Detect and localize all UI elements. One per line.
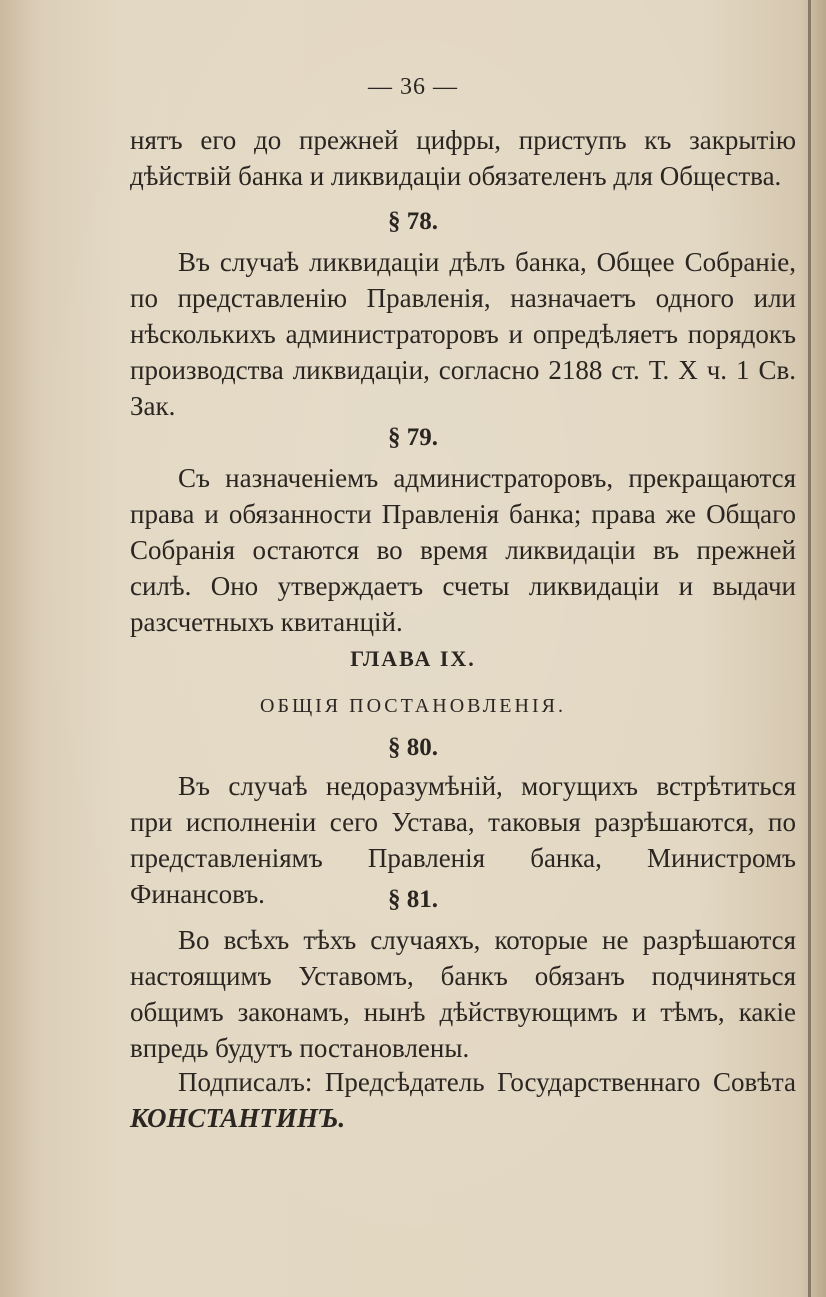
section-78-heading: § 78.: [388, 208, 438, 235]
section-79-text: [130, 460, 796, 640]
section-80-body: Въ случаѣ недоразумѣній, могущихъ встрѣтиться при исполненіи сего Устава, таковыя разрѣшаются, по представленіямъ Правленія банка, Министромъ Финансовъ.: [130, 771, 796, 909]
section-79-heading: § 79.: [388, 424, 438, 451]
chapter-title: ГЛАВА IX.: [350, 646, 476, 671]
signature-block: [130, 1064, 796, 1136]
section-78-text: [130, 244, 796, 424]
section-79-body: Съ назначеніемъ администраторовъ, прекращаются права и обязанности Правленія банка; права же Общаго Собранія остаются во время ликвидаціи въ прежней силѣ. Оно утверждаетъ счеты ликвидаціи и выдачи разсчетныхъ квитанцій.: [130, 463, 796, 637]
page-number: — 36 —: [368, 74, 458, 100]
signature-name: КОНСТАНТИНЪ.: [130, 1103, 346, 1133]
section-80-heading: § 80.: [388, 734, 438, 761]
section-81-body: Во всѣхъ тѣхъ случаяхъ, которые не разрѣшаются настоящимъ Уставомъ, банкъ обязанъ подчиняться общимъ законамъ, нынѣ дѣйствующимъ и тѣмъ, какіе впредь будутъ постановлены.: [130, 925, 796, 1063]
section-81-heading: § 81.: [388, 886, 438, 913]
section-81-text: [130, 922, 796, 1066]
chapter-subtitle: ОБЩІЯ ПОСТАНОВЛЕНІЯ.: [260, 695, 566, 717]
signature-text: Подписалъ: Предсѣдатель Государственнаго Совѣта: [178, 1067, 796, 1097]
section-78-body: Въ случаѣ ликвидаціи дѣлъ банка, Общее Собраніе, по представленію Правленія, назначаетъ одного или нѣсколькихъ администраторовъ и опредѣляетъ порядокъ производства ликвидаціи, согласно 2188 ст. Т. X ч. 1 Св. Зак.: [130, 247, 796, 421]
paragraph-continuation: нятъ его до прежней цифры, приступъ къ закрытію дѣйствій банка и ликвидаціи обязателенъ для Общества.: [130, 125, 796, 191]
